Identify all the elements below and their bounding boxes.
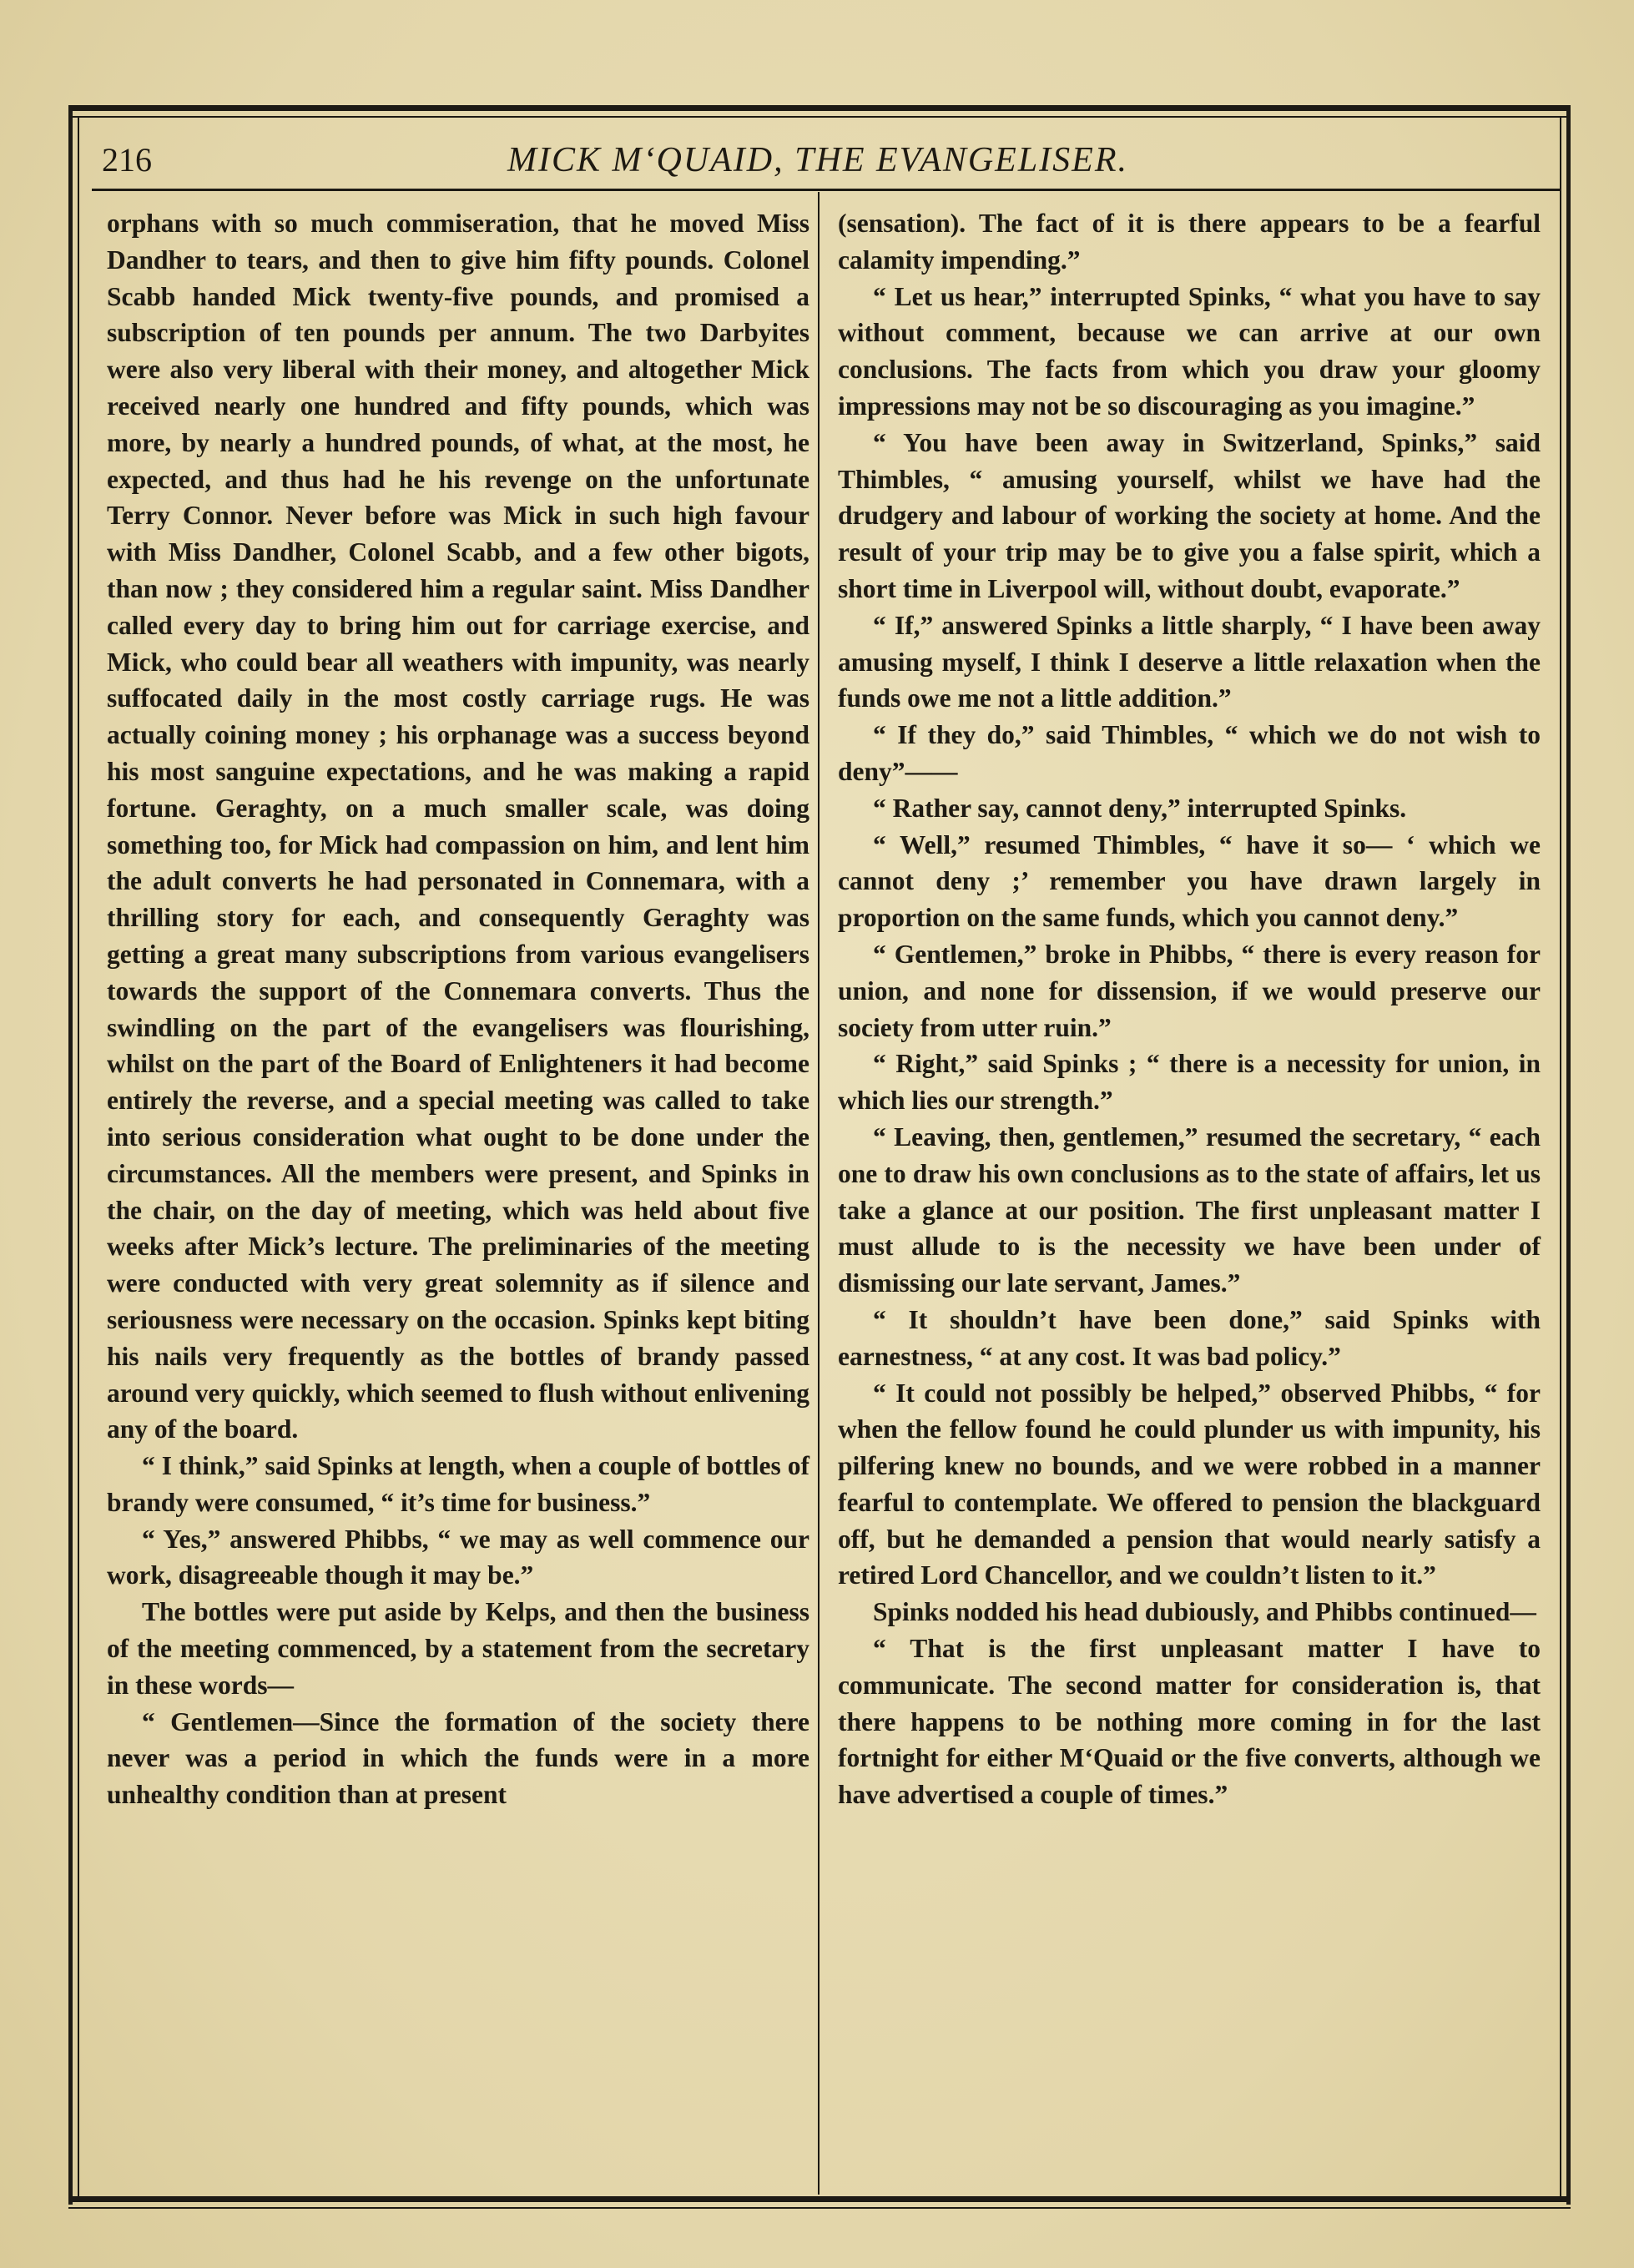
paragraph: “ It shouldn’t have been done,” said Spinks with earnestness, “ at any cost. It was bad policy.” [838, 1304, 1541, 1371]
paragraph: “ Gentlemen—Since the formation of the society there never was a period in which the funds were in a more unhealthy condition than at present [107, 1706, 809, 1810]
top-rule [68, 105, 1571, 111]
left-border-rule [68, 108, 73, 2205]
left-column [107, 205, 809, 1813]
left-border-rule-thin [78, 117, 79, 2196]
header-rule [92, 189, 1561, 191]
paragraph: (sensation). The fact of it is there appears to be a fearful calamity impending.” [838, 209, 1541, 275]
column-divider [818, 192, 820, 2195]
paragraph: “ It could not possibly be helped,” observed Phibbs, “ for when the fellow found he could plunder us with impunity, his pilfering knew no bounds, and we were robbed in a manner fearful to contemplate. We offered to pension the blackguard off, but he demanded a pension that would nearly satisfy a retired Lord Chancellor, and we couldn’t listen to it.” [838, 1378, 1541, 1590]
top-rule-thin [68, 116, 1571, 118]
paragraph: “ Right,” said Spinks ; “ there is a necessity for union, in which lies our strength.” [838, 1049, 1541, 1116]
right-column [838, 205, 1541, 1813]
bottom-rule-thin [68, 2207, 1571, 2209]
paragraph: “ Well,” resumed Thimbles, “ have it so— ‘ which we cannot deny ;’ remember you have drawn largely in proportion on the same funds, which you cannot deny.” [838, 829, 1541, 933]
paragraph: “ Leaving, then, gentlemen,” resumed the secretary, “ each one to draw his own conclusions as to the state of affairs, let us take a glance at our position. The first unpleasant matter I must allude to is the necessity we have been under of dismissing our late servant, James.” [838, 1121, 1541, 1298]
right-border-rule-thin [1560, 117, 1561, 2196]
paragraph: orphans with so much commiseration, that he moved Miss Dandher to tears, and then to give him fifty pounds. Colonel Scabb handed Mick twenty-five pounds, and promised a subscription of ten pounds per annum. The two Darbyites were also very liberal with their money, and altogether Mick received nearly one hundred and fifty pounds, which was more, by nearly a hundred pounds, of what, at the most, he expected, and thus had he his revenge on the unfortunate Terry Connor. Never before was Mick in such high favour with Miss Dandher, Colonel Scabb, and a few other bigots, than now ; they considered him a regular saint. Miss Dandher called every day to bring him out for carriage exercise, and Mick, who could bear all weathers with impunity, was nearly suffocated daily in the most costly carriage rugs. He was actually coining money ; his orphanage was a success beyond his most sanguine expectations, and he was making a rapid fortune. Geraghty, on a much smaller scale, was doing something too, for Mick had compassion on him, and lent him the adult converts he had personated in Connemara, with a thrilling story for each, and consequently Geraghty was getting a great many subscriptions from various evangelisers towards the support of the Connemara converts. Thus the swindling on the part of the evangelisers was flourishing, whilst on the part of the Board of Enlighteners it had become entirely the reverse, and a special meeting was called to take into serious consideration what ought to be done under the circumstances. All the members were present, and Spinks in the chair, on the day of meeting, which was held about five weeks after Mick’s lecture. The preliminaries of the meeting were conducted with very great solemnity as if silence and seriousness were necessary on the occasion. Spinks kept biting his nails very frequently as the bottles of brandy passed around very quickly, which seemed to flush without enlivening any of the board. [107, 209, 809, 1444]
running-title: MICK M‘QUAID, THE EVANGELISER. [507, 141, 1128, 179]
page-header [92, 134, 1544, 192]
paragraph: “ Yes,” answered Phibbs, “ we may as well commence our work, disagreeable though it may be.” [107, 1524, 809, 1590]
page-number: 216 [102, 141, 152, 179]
paragraph: “ If they do,” said Thimbles, “ which we do not wish to deny”—— [838, 720, 1541, 786]
paragraph: “ Let us hear,” interrupted Spinks, “ what you have to say without comment, because we can arrive at our own conclusions. The facts from which you draw your gloomy impressions may not be so discouraging as you imagine.” [838, 281, 1541, 421]
paragraph: “ That is the first unpleasant matter I have to communicate. The second matter for consideration is, that there happens to be nothing more coming in for the last fortnight for either M‘Quaid or the five converts, although we have advertised a couple of times.” [838, 1634, 1541, 1810]
bottom-rule [68, 2196, 1571, 2202]
paragraph: “ Rather say, cannot deny,” interrupted Spinks. [873, 793, 1407, 823]
paragraph: “ Gentlemen,” broke in Phibbs, “ there is every reason for union, and none for dissension, if we would preserve our society from utter ruin.” [838, 939, 1541, 1042]
paragraph: The bottles were put aside by Kelps, and then the business of the meeting commenced, by a statement from the secretary in these words— [107, 1597, 809, 1700]
paragraph: “ I think,” said Spinks at length, when a couple of bottles of brandy were consumed, “ it’s time for business.” [107, 1451, 809, 1517]
paragraph: “ If,” answered Spinks a little sharply, “ I have been away amusing myself, I think I deserve a little relaxation when the funds owe me not a little addition.” [838, 610, 1541, 713]
paragraph: Spinks nodded his head dubiously, and Phibbs continued— [873, 1597, 1536, 1627]
right-border-rule [1566, 108, 1571, 2205]
paragraph: “ You have been away in Switzerland, Spinks,” said Thimbles, “ amusing yourself, whilst we have had the drudgery and labour of working the society at home. And the result of your trip may be to give you a false spirit, which a short time in Liverpool will, without doubt, evaporate.” [838, 427, 1541, 603]
